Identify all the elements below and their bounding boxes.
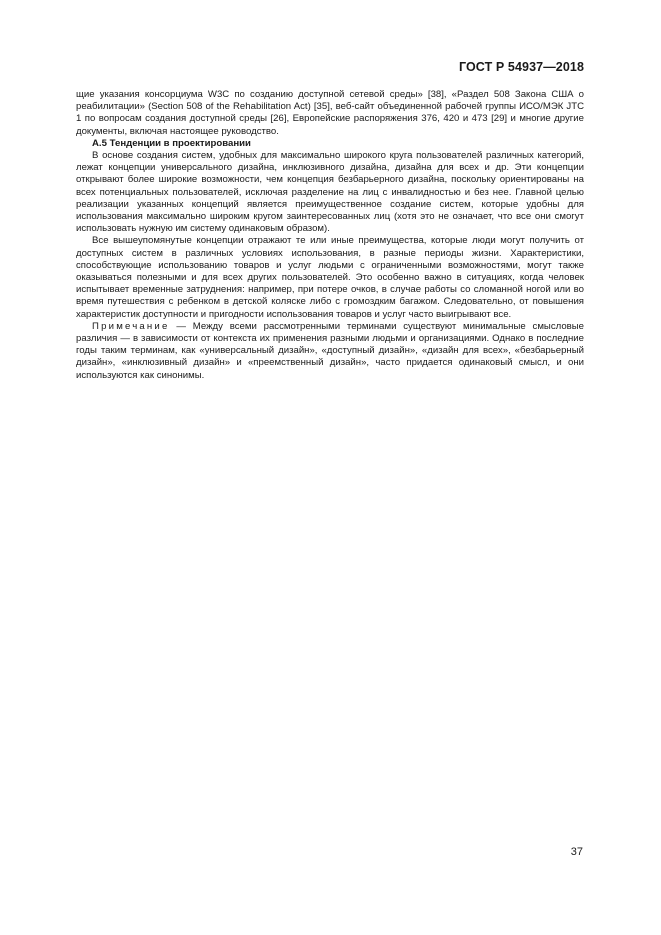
note-text: — Между всеми рассмотренными терминами существуют минимальные смысловые различия — в зависимости от контекста их применения разными людьми и организациями. Однако в последние годы таким терминам, как «универсальный дизайн», «доступный дизайн», «дизайн для всех», «безбарьерный дизайн», «инклюзивный дизайн» и «преемственный дизайн», часто придается одинаковый смысл, и они используются как синонимы. [76, 320, 584, 381]
paragraph-2: Все вышеупомянутые концепции отражают те или иные преимущества, которые люди могут получить от доступных систем в различных условиях использования, в разные периоды жизни. Характеристики, способствующие использованию товаров и услуг людьми с ограниченными возможностями, могут также оказываться полезными и для всех других пользователей. Это особенно важно в ситуациях, когда человек испытывает временные затруднения: например, при потере очков, в случае работы со сломанной ногой или во время путешествия с ребенком в детской коляске либо с громоздким багажом. Следовательно, от повышения характеристик доступности и пригодности использования товаров и услуг часто выигрывают все. [76, 235, 584, 320]
paragraph-1: В основе создания систем, удобных для максимально широкого круга пользователей различных категорий, лежат концепции универсального дизайна, инклюзивного дизайна, дизайна для всех и др. Эти концепции открывают более широкие возможности, чем концепция безбарьерного дизайна, поскольку ориентированы на всех потенциальных пользователей, исключая разделение на лиц с инвалидностью и без нее. Главной целью реализации указанных концепций является преимущественное создание систем, которые удобны для использования максимально широким кругом заинтересованных лиц (хотя это не означает, что все они смогут использовать нужную им систему одинаковым образом). [76, 150, 584, 235]
note-paragraph [76, 321, 584, 382]
note-label: Примечание [92, 320, 170, 332]
page-number: 37 [570, 846, 583, 858]
section-title: А.5 Тенденции в проектировании [92, 137, 251, 149]
page-content [76, 89, 584, 382]
intro-paragraph: щие указания консорциума W3C по созданию доступной сетевой среды» [38], «Раздел 508 Закона США о реабилитации» (Section 508 of the Rehabilitation Act) [35], веб-сайт объединенной рабочей группы ИСО/МЭК JTC 1 по вопросам создания доступной среды [26], Европейские распоряжения 376, 420 и 473 [29] и многие другие документы, включая настоящее руководство. [76, 89, 584, 137]
standard-code-header: ГОСТ Р 54937—2018 [458, 60, 584, 74]
